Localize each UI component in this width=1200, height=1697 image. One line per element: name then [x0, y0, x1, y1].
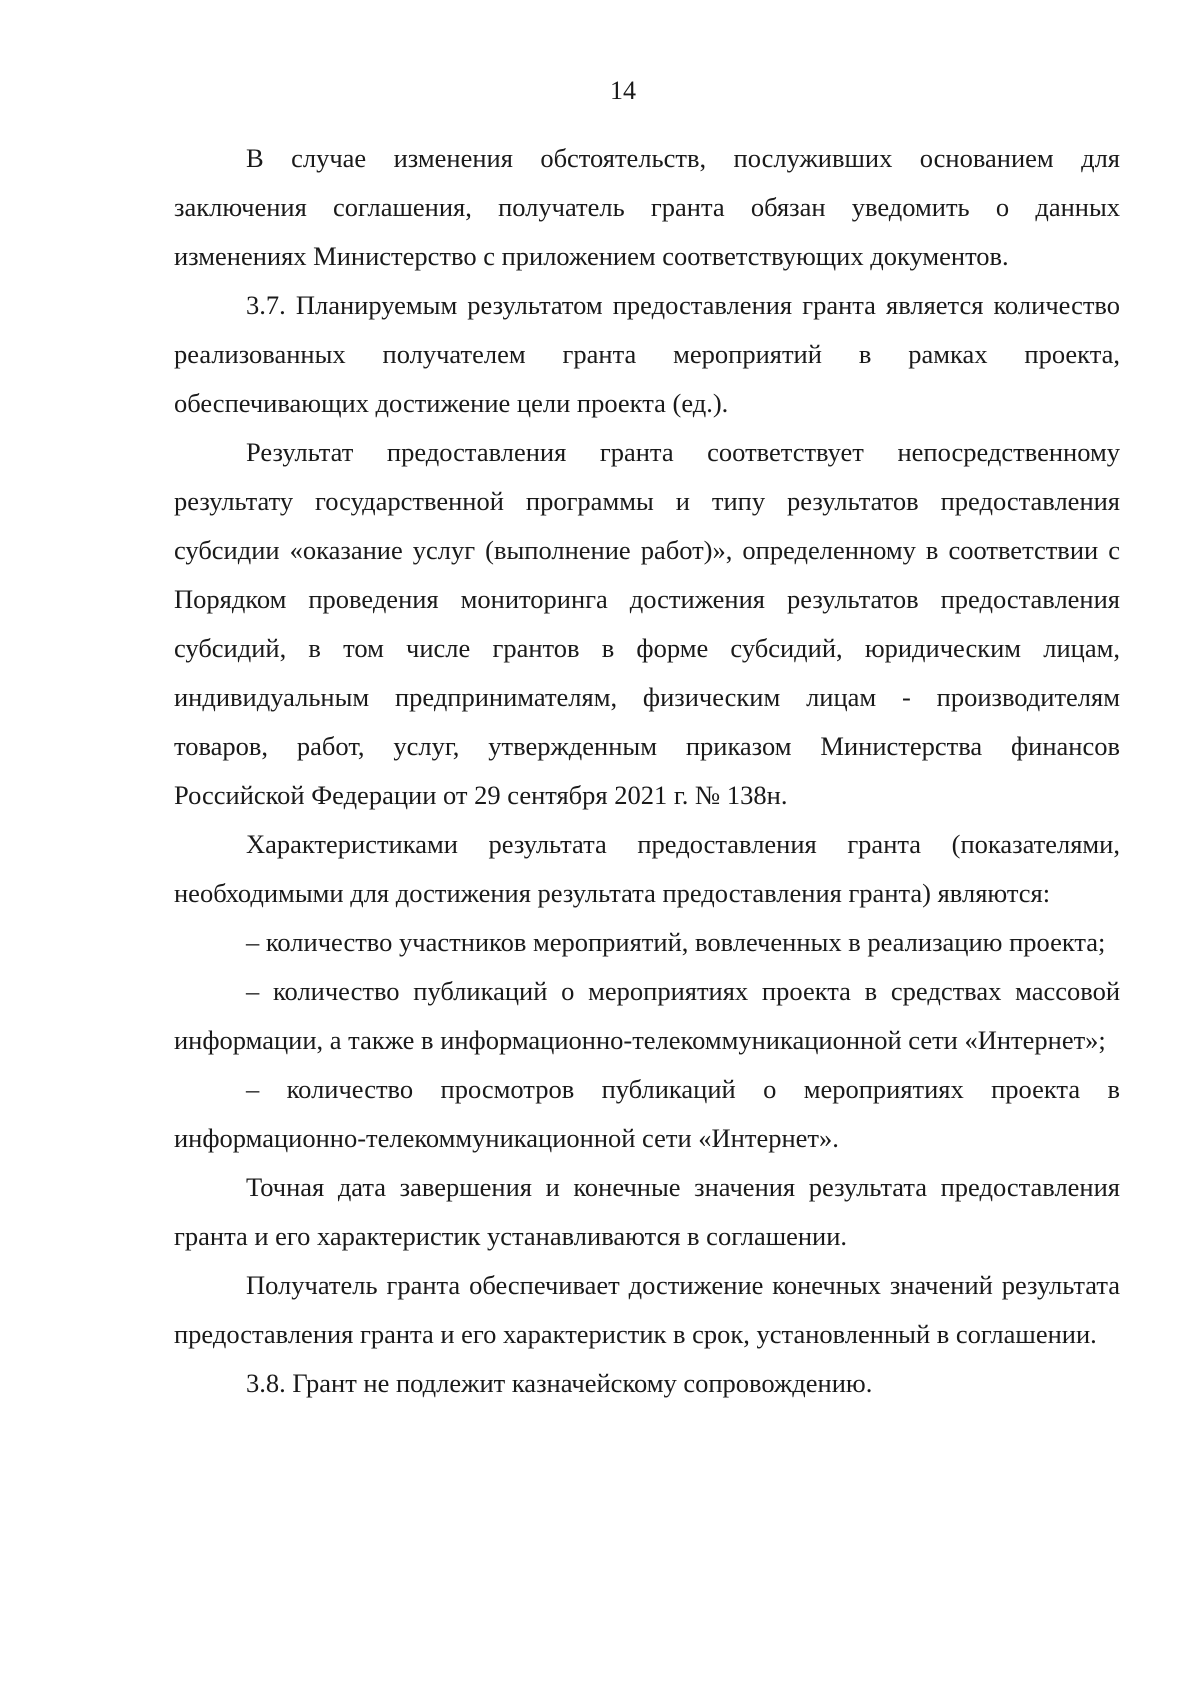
- document-body: [174, 134, 1120, 1408]
- list-item-publications-count: – количество публикаций о мероприятиях проекта в средствах массовой информации, а также в информационно-телекоммуникационной сети «Интернет»;: [174, 976, 1120, 1055]
- paragraph-circumstances-change: В случае изменения обстоятельств, послуживших основанием для заключения соглашения, получатель гранта обязан уведомить о данных изменениях Министерство с приложением соответствующих документов.: [174, 143, 1120, 271]
- page-number: 14: [610, 76, 636, 105]
- paragraph-achievement-obligation: Получатель гранта обеспечивает достижение конечных значений результата предоставления гранта и его характеристик в срок, установленный в соглашении.: [174, 1270, 1120, 1349]
- list-item-views-count: – количество просмотров публикаций о мероприятиях проекта в информационно-телекоммуникационной сети «Интернет».: [174, 1074, 1120, 1153]
- list-item-participants-count: – количество участников мероприятий, вовлеченных в реализацию проекта;: [246, 927, 1106, 957]
- paragraph-result-characteristics: Характеристиками результата предоставления гранта (показателями, необходимыми для достижения результата предоставления гранта) являются:: [174, 829, 1120, 908]
- paragraph-exact-date: Точная дата завершения и конечные значения результата предоставления гранта и его характеристик устанавливаются в соглашении.: [174, 1172, 1120, 1251]
- paragraph-3-8-treasury-support: 3.8. Грант не подлежит казначейскому сопровождению.: [246, 1368, 873, 1398]
- paragraph-result-correspondence: Результат предоставления гранта соответствует непосредственному результату государственной программы и типу результатов предоставления субсидии «оказание услуг (выполнение работ)», определенному в соответствии с Порядком проведения мониторинга достижения результатов предоставления субсидий, в том числе грантов в форме субсидий, юридическим лицам, индивидуальным предпринимателям, физическим лицам - производителям товаров, работ, услуг, утвержденным приказом Министерства финансов Российской Федерации от 29 сентября 2021 г. № 138н.: [174, 437, 1120, 810]
- paragraph-3-7-planned-result: 3.7. Планируемым результатом предоставления гранта является количество реализованных получателем гранта мероприятий в рамках проекта, обеспечивающих достижение цели проекта (ед.).: [174, 290, 1120, 418]
